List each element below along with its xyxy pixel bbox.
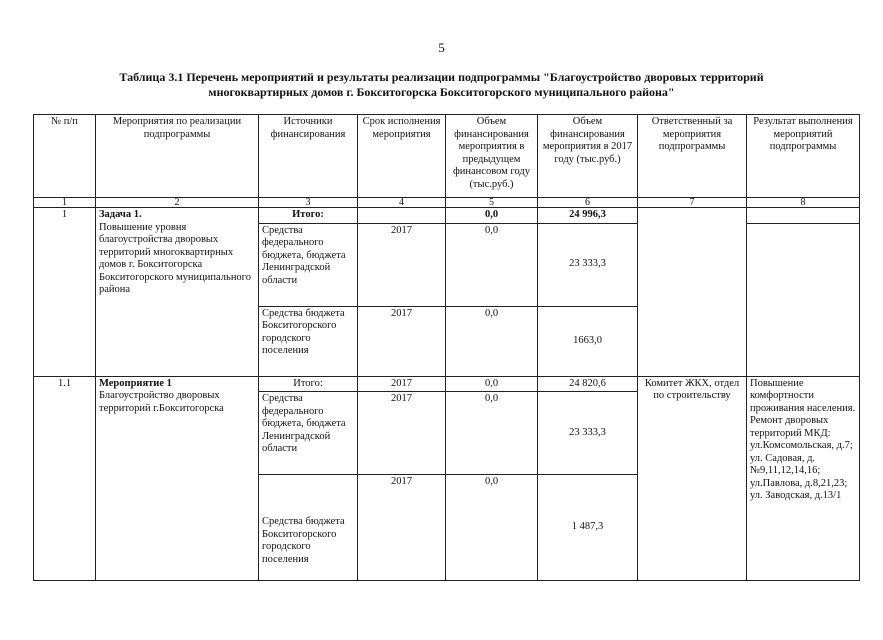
header-cell-sources: Источники финансирования: [259, 115, 358, 198]
task-source-federal-prev: 0,0: [446, 223, 538, 306]
measure-total-label: Итого:: [259, 376, 358, 392]
header-cell-responsible: Ответственный за мероприятия подпрограммы: [638, 115, 747, 198]
header-cell-num: № п/п: [34, 115, 96, 198]
table-title: [60, 70, 823, 100]
measure-description: [96, 376, 259, 581]
measure-source-local-2017: 1 487,3: [538, 475, 638, 581]
task-source-federal: Средства федерального бюджета, бюджета Ленинградской области: [259, 223, 358, 306]
measure-result: Повышение комфортности проживания населения. Ремонт дворовых территорий МКД: ул.Комсомольская, д.7; ул. Садовая, д.№9,11,12,14,16; ул.Павлова, д.8,21,23; ул. Заводская, д.13/1: [747, 376, 860, 581]
task-number: 1: [34, 208, 96, 377]
table-row: [34, 208, 860, 224]
measure-source-federal: Средства федерального бюджета, бюджета Ленинградской области: [259, 392, 358, 475]
column-number: 4: [358, 198, 446, 208]
measure-title: Мероприятие 1: [99, 377, 172, 389]
measure-source-local-prev: 0,0: [446, 475, 538, 581]
header-cell-result: Результат выполнения мероприятий подпрограммы: [747, 115, 860, 198]
column-number: 7: [638, 198, 747, 208]
measure-responsible: Комитет ЖКХ, отдел по строительству: [638, 376, 747, 581]
task-result-empty: [747, 223, 860, 376]
column-number: 2: [96, 198, 259, 208]
measure-source-federal-prev: 0,0: [446, 392, 538, 475]
page-number: 5: [438, 40, 445, 55]
task-total-2017: 24 996,3: [538, 208, 638, 224]
measure-source-federal-2017: 23 333,3: [538, 392, 638, 475]
measure-source-federal-year: 2017: [358, 392, 446, 475]
column-number: 8: [747, 198, 860, 208]
header-row: [34, 115, 860, 198]
task-source-local-2017: 1663,0: [538, 306, 638, 376]
task-source-federal-2017: 23 333,3: [538, 223, 638, 306]
measure-source-local: Средства бюджета Бокситогорского городского поселения: [259, 475, 358, 581]
column-number: 3: [259, 198, 358, 208]
title-line-2: многоквартирных домов г. Бокситогорска Бокситогорского муниципального района": [208, 85, 675, 99]
task-responsible: [638, 208, 747, 377]
header-cell-measures: Мероприятия по реализации подпрограммы: [96, 115, 259, 198]
column-number: 5: [446, 198, 538, 208]
measure-number: 1.1: [34, 376, 96, 581]
header-cell-prev-year: Объем финансирования мероприятия в предыдущем финансовом году (тыс.руб.): [446, 115, 538, 198]
measure-total-2017: 24 820,6: [538, 376, 638, 392]
table-row: [34, 376, 860, 392]
measure-text: Благоустройство дворовых территорий г.Бокситогорска: [99, 390, 224, 414]
measure-total-prev: 0,0: [446, 376, 538, 392]
task-source-local-prev: 0,0: [446, 306, 538, 376]
measure-source-local-year: 2017: [358, 475, 446, 581]
task-description: [96, 208, 259, 377]
task-title: Задача 1.: [99, 209, 142, 220]
header-cell-term: Срок исполнения мероприятия: [358, 115, 446, 198]
column-number: 6: [538, 198, 638, 208]
task-total-term: [358, 208, 446, 224]
task-source-local: Средства бюджета Бокситогорского городского поселения: [259, 306, 358, 376]
header-cell-2017: Объем финансирования мероприятия в 2017 году (тыс.руб.): [538, 115, 638, 198]
task-total-label: Итого:: [259, 208, 358, 224]
task-total-prev: 0,0: [446, 208, 538, 224]
column-number: 1: [34, 198, 96, 208]
task-result: [747, 208, 860, 224]
measure-total-term: 2017: [358, 376, 446, 392]
title-line-1: Таблица 3.1 Перечень мероприятий и результаты реализации подпрограммы "Благоустройство дворовых территорий: [119, 70, 764, 84]
task-text: Повышение уровня благоустройства дворовых территорий многоквартирных домов г. Бокситогорска Бокситогорского муниципального района: [99, 221, 251, 295]
task-source-federal-year: 2017: [358, 223, 446, 306]
measures-table: [33, 114, 860, 581]
task-source-local-year: 2017: [358, 306, 446, 376]
column-number-row: [34, 198, 860, 208]
